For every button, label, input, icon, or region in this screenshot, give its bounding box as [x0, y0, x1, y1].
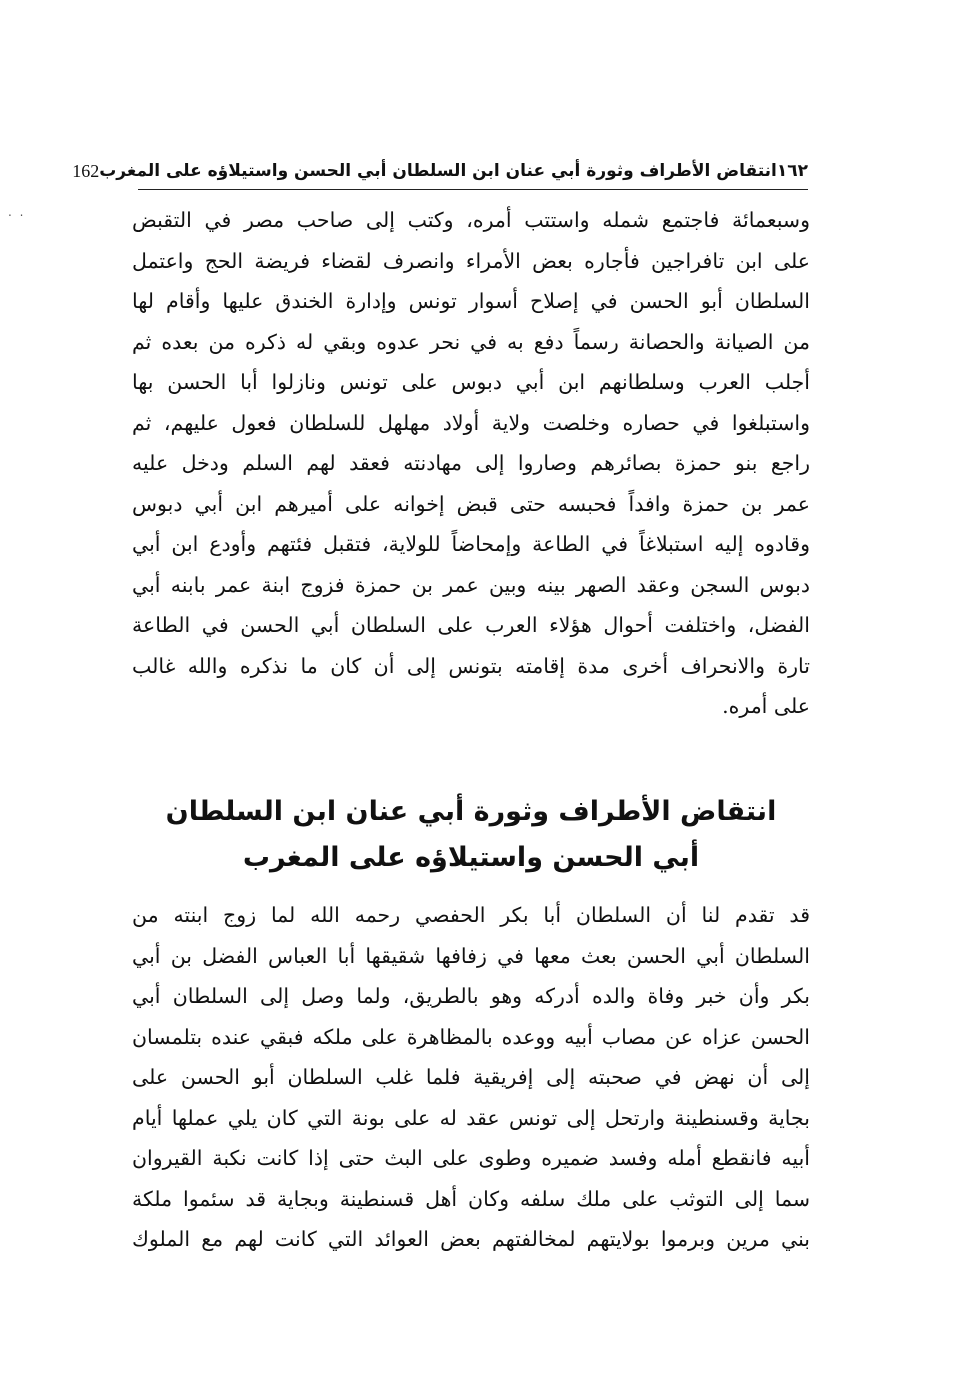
text-line: من الصيانة والحصانة رسماً دفع به في نحر عدوه وبقي له ذكره من بعده ثم [132, 329, 810, 354]
scan-speck: . . [8, 205, 26, 219]
paragraph-1 [132, 200, 810, 727]
text-line: راجع بنو حمزة بصائرهم وصاروا إلى مهادنته فعقد لهم السلم ودخل عليه [132, 451, 810, 475]
running-header [72, 156, 808, 186]
text-line: الفضل، واختلفت أحوال هؤلاء العرب على السلطان أبي الحسن في الطاعة [132, 613, 810, 637]
text-line: السلطان أبو الحسن في إصلاح أسوار تونس وإدارة الخندق عليها وأقام لها [132, 289, 810, 313]
text-line: وقادوه إليه استبلاغاً في الطاعة وإمحاضاً للولاية، فتقبل فئتهم وأودع ابن أبي [132, 532, 810, 556]
text-line: تارة والانحراف أخرى مدة إقامته بتونس إلى أن كان ما نذكره والله غالب [132, 653, 810, 678]
text-line: على أمره. [722, 694, 810, 718]
header-chapter-title: انتقاض الأطراف وثورة أبي عنان ابن السلطان أبي الحسن واستيلاؤه على المغرب [99, 161, 777, 181]
text-line: سما إلى التوثب على ملك سلفه وكان أهل قسنطينة وبجاية قد سئموا ملكة [132, 1186, 810, 1211]
text-line: وسبعمائة فاجتمع شمله واستتب أمره، وكتب إلى صاحب مصر في التقبض [132, 208, 810, 232]
text-line: الحسن عزاه عن مصاب أبيه ووعده بالمظاهرة على ملكه فبقي عنده بتلمسان [132, 1024, 810, 1049]
section-heading-line-1: انتقاض الأطراف وثورة أبي عنان ابن السلطان [165, 796, 777, 827]
section-heading-line-2: أبي الحسن واستيلاؤه على المغرب [242, 842, 700, 873]
header-page-number-latin: 162 [72, 160, 100, 181]
text-line: السلطان أبي الحسن بعث معها في زفافها شقيقها أبا العباس الفضل بن أبي [132, 943, 810, 968]
header-divider [138, 189, 808, 190]
text-line: على ابن تافراجين فأجاره بعض الأمراء وانصرف لقضاء فريضة الحج واعتمل [132, 248, 810, 273]
text-line: أجلب العرب وسلطانهم ابن أبي دبوس على تونس ونازلوا أبا الحسن بها [132, 370, 810, 394]
text-line: بجاية وقسنطينة وارتحل إلى تونس عقد له على بونة التي كان يلي عملها أيام [132, 1105, 810, 1130]
text-line: واستبلغوا في حصاره وخلصت ولاية أولاد مهلهل للسلطان فعول عليهم، ثم [132, 410, 810, 435]
text-line: عمر بن حمزة وافداً فحبسه حتى قبض إخوانه على أميرهم ابن أبي دبوس [132, 491, 810, 516]
text-line: إلى أن نهض في صحبته إلى إفريقية فلما غلب السلطان أبو الحسن على [132, 1065, 810, 1089]
text-line: أبيه فانقطع أمله وفسد ضميره وطوى على البث حتى إذا كانت نكبة القيروان [132, 1146, 810, 1170]
text-line: دبوس السجن وعقد الصهر بينه وبين عمر بن حمزة فزوج ابنة عمر بابنه أبي [132, 572, 810, 597]
text-line: بكر وأن خبر وفاة والده أدركه وهو بالطريق، ولما وصل إلى السلطان أبي [132, 984, 810, 1008]
text-line: بني مرين وبرموا بولايتهم لمخالفتهم بعض العوائد التي كانت لهم مع الملوك [132, 1227, 810, 1251]
paragraph-2 [132, 895, 810, 1260]
header-page-number-arabic: ١٦٢ [776, 161, 808, 181]
text-line: قد تقدم لنا أن السلطان أبا بكر الحفصي رحمه الله لما زوج ابنته من [132, 903, 810, 927]
